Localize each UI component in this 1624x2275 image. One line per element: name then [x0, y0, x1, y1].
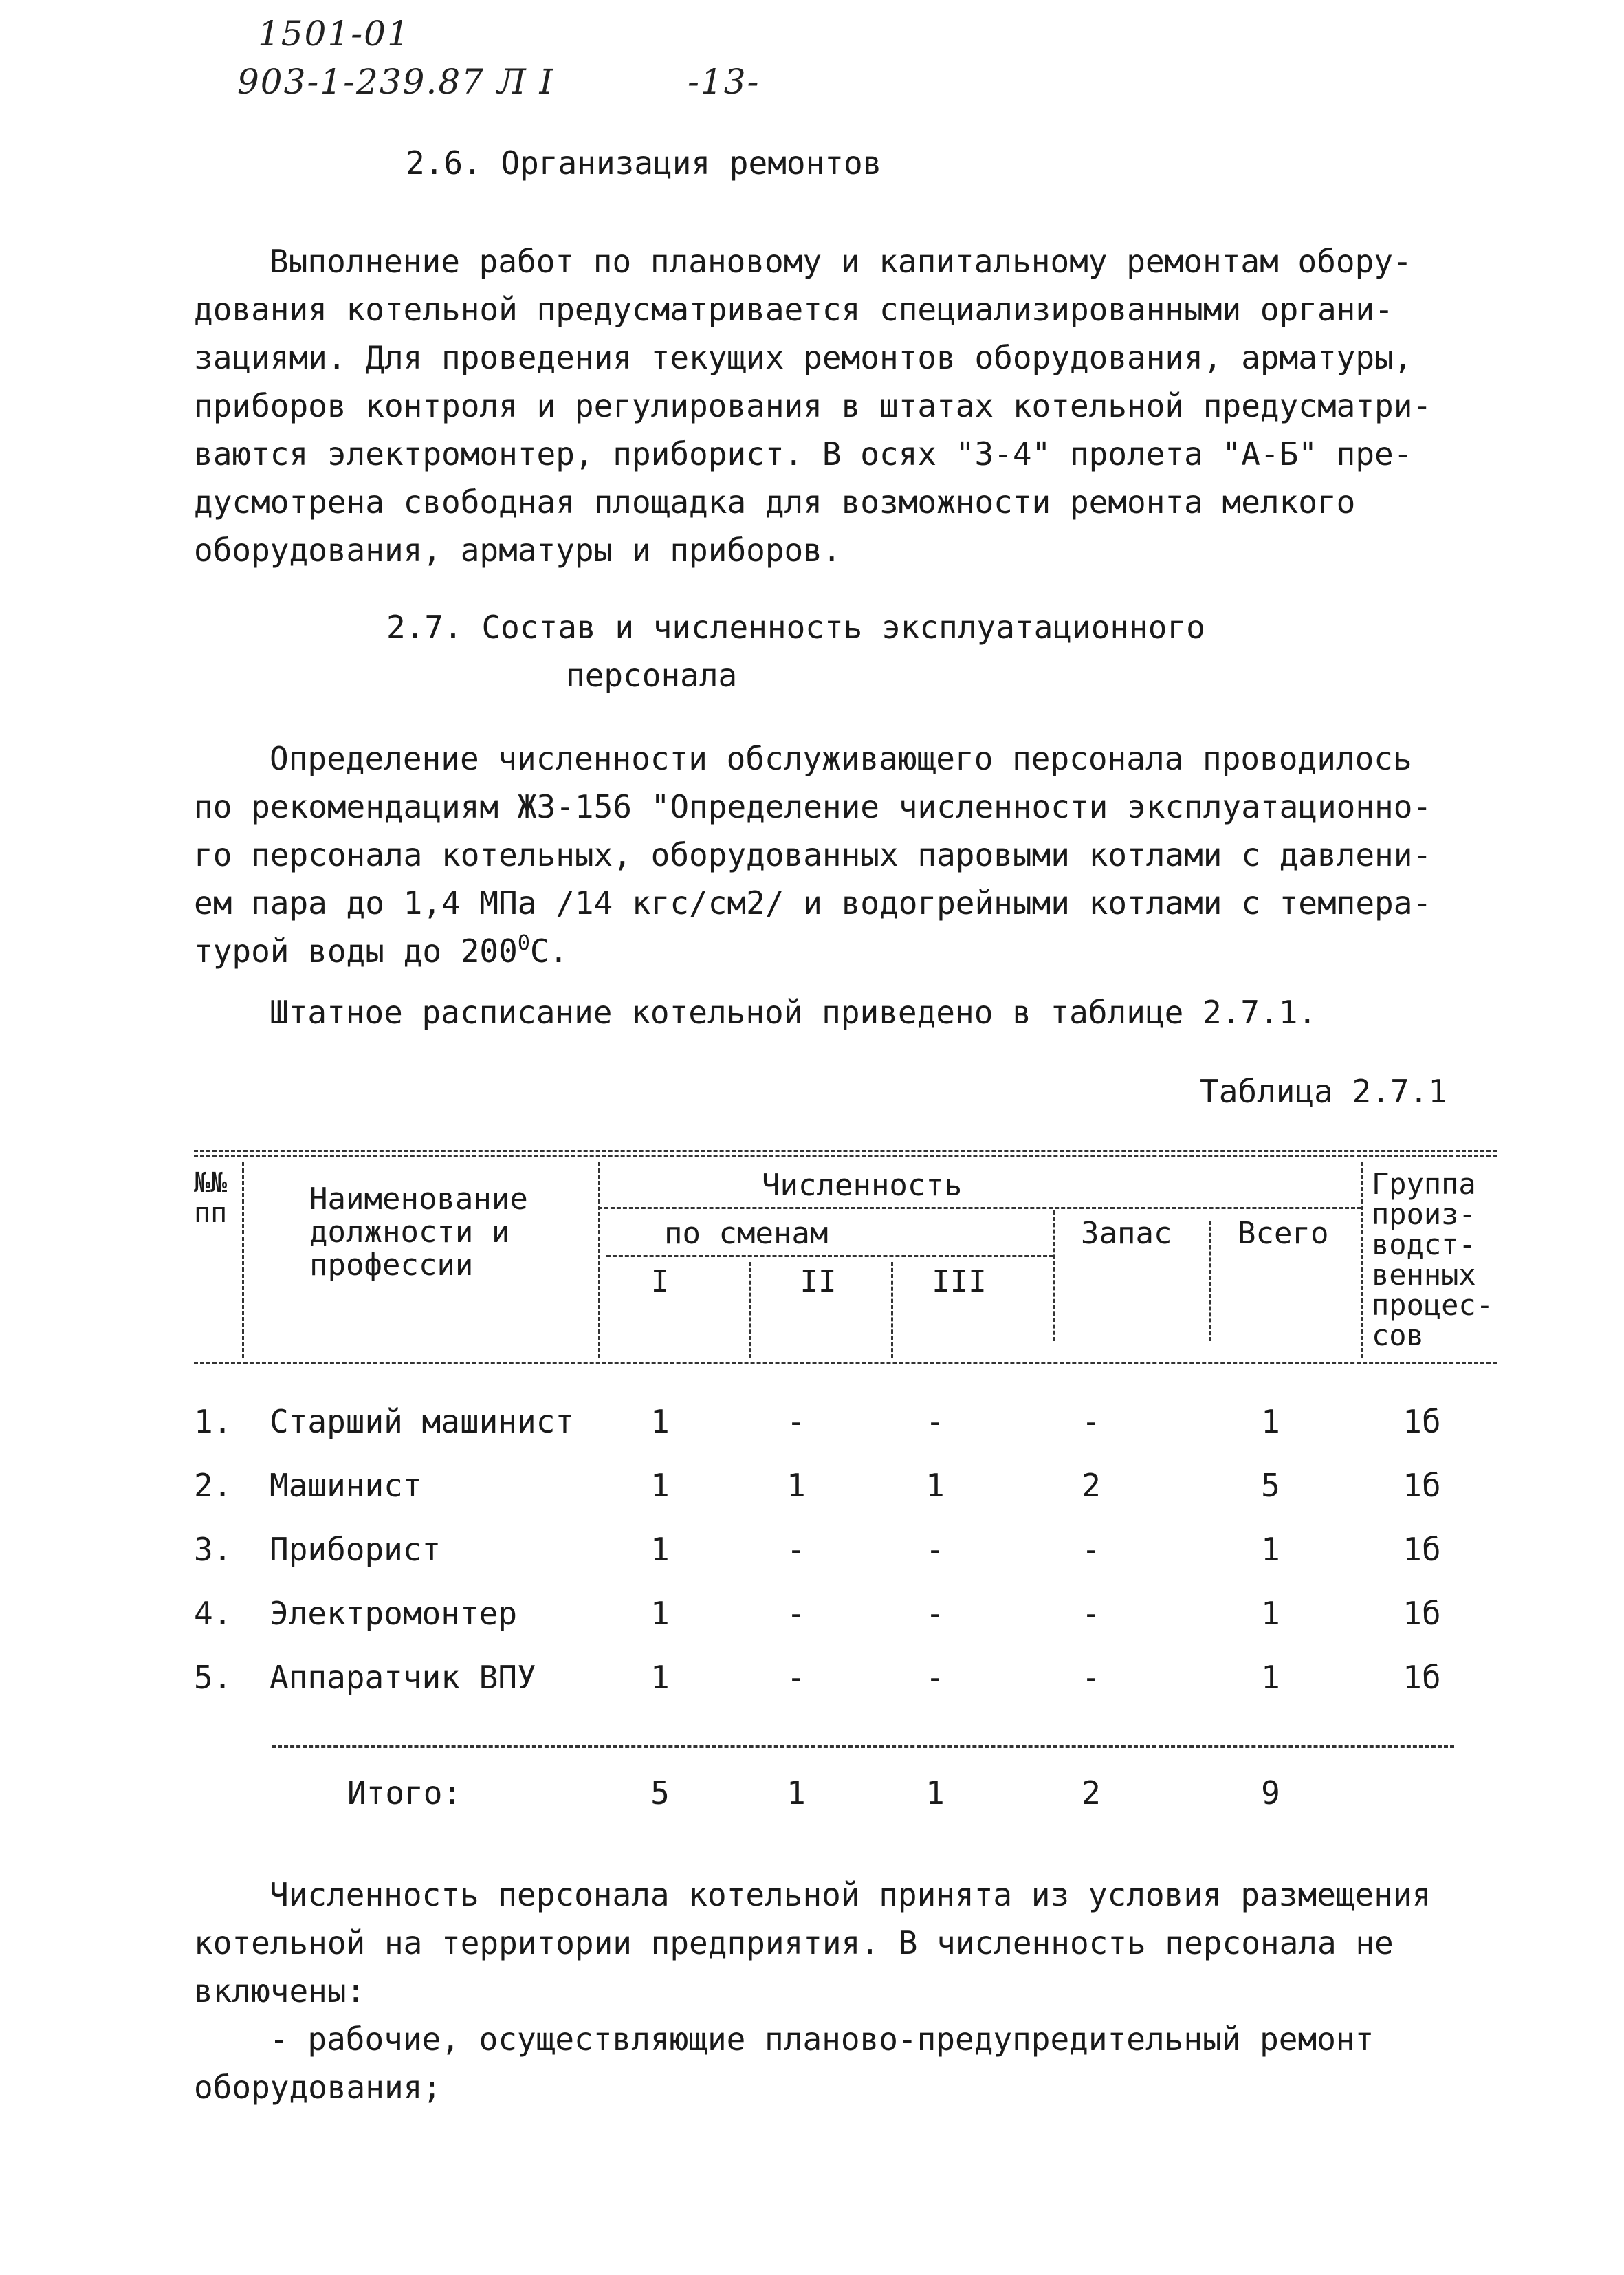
- table-header-bottom-rule: [194, 1362, 1497, 1364]
- text-line: включены:: [194, 1972, 366, 2010]
- col-divider: [1209, 1221, 1211, 1341]
- text-line: Определение численности обслуживающего персонала проводилось: [270, 740, 1412, 777]
- row-reserve: -: [1082, 1531, 1101, 1568]
- row-name: Приборист: [270, 1531, 441, 1568]
- header-group-line: венных: [1372, 1258, 1476, 1292]
- row-total: 1: [1261, 1403, 1280, 1440]
- header-by-shift: по сменам: [664, 1216, 829, 1251]
- header-shift-3: III: [932, 1264, 987, 1299]
- document-code-2: 903-1-239.87 Л I: [237, 62, 555, 102]
- col-divider: [749, 1262, 751, 1358]
- row-shift-3: -: [925, 1659, 945, 1696]
- row-shift-1: 1: [650, 1403, 670, 1440]
- row-shift-3: 1: [925, 1467, 945, 1504]
- header-group: [1372, 1169, 1493, 1351]
- col-divider: [242, 1162, 244, 1358]
- row-shift-1: 1: [650, 1595, 670, 1632]
- row-reserve: -: [1082, 1403, 1101, 1440]
- row-shift-1: 1: [650, 1659, 670, 1696]
- row-shift-2: 1: [787, 1467, 806, 1504]
- text-line: дования котельной предусматривается специализированными органи-: [194, 291, 1394, 328]
- header-name-1: Наименование: [309, 1182, 528, 1217]
- count-subheader-rule: [598, 1207, 1361, 1209]
- text-line: приборов контроля и регулирования в штатах котельной предусматри-: [194, 387, 1432, 424]
- row-group: 1б: [1403, 1531, 1441, 1568]
- row-shift-1: 1: [650, 1467, 670, 1504]
- row-shift-3: -: [925, 1531, 945, 1568]
- row-name: Электромонтер: [270, 1595, 518, 1632]
- totals-rule: [272, 1745, 1454, 1748]
- row-reserve: -: [1082, 1595, 1101, 1632]
- header-shift-2: II: [800, 1264, 837, 1299]
- text-line: оборудования, арматуры и приборов.: [194, 532, 842, 569]
- section-2-7-title-line2: персонала: [566, 657, 738, 694]
- row-total: 1: [1261, 1595, 1280, 1632]
- section-2-6-title: 2.6. Организация ремонтов: [406, 144, 882, 182]
- row-reserve: -: [1082, 1659, 1101, 1696]
- closing-paragraph: [194, 1871, 1431, 2111]
- text-line: зациями. Для проведения текущих ремонтов оборудования, арматуры,: [194, 339, 1413, 376]
- text-line: ваются электромонтер, приборист. В осях "3-4" пролета "А-Б" пре-: [194, 435, 1413, 472]
- row-name: Старший машинист: [270, 1403, 575, 1440]
- text-line: го персонала котельных, оборудованных паровыми котлами с давлени-: [194, 836, 1432, 873]
- section-2-7-title: 2.7. Состав и численность эксплуатационного: [386, 609, 1205, 646]
- row-shift-2: -: [787, 1659, 806, 1696]
- row-reserve: 2: [1082, 1467, 1101, 1504]
- row-total: 1: [1261, 1659, 1280, 1696]
- row-shift-1: 1: [650, 1531, 670, 1568]
- table-top-rule: [194, 1150, 1497, 1152]
- row-shift-3: -: [925, 1403, 945, 1440]
- row-shift-2: -: [787, 1403, 806, 1440]
- text-line: турой воды до $200^0С$.: [194, 931, 569, 970]
- text-line: Численность персонала котельной принята из условия размещения: [270, 1876, 1431, 1913]
- col-divider: [598, 1162, 600, 1358]
- totals-label: Итого:: [347, 1774, 462, 1811]
- row-num: 5.: [194, 1659, 232, 1696]
- totals-reserve: 2: [1082, 1774, 1101, 1811]
- header-group-line: процес-: [1372, 1288, 1494, 1322]
- header-group-line: произ-: [1372, 1197, 1476, 1231]
- table-caption: Таблица 2.7.1: [1200, 1073, 1448, 1110]
- col-divider: [891, 1262, 893, 1358]
- header-total: Всего: [1238, 1216, 1329, 1251]
- section-2-6-body: [194, 237, 1431, 574]
- header-count: Численность: [762, 1168, 963, 1203]
- row-total: 5: [1261, 1467, 1280, 1504]
- page-number: -13-: [688, 62, 760, 102]
- row-group: 1б: [1403, 1467, 1441, 1504]
- col-divider: [1053, 1210, 1055, 1341]
- section-2-7-body: [194, 734, 1431, 975]
- text-line: по рекомендациям ЖЗ-156 "Определение численности эксплуатационно-: [194, 788, 1432, 825]
- document-code-1: 1501-01: [258, 14, 410, 54]
- row-group: 1б: [1403, 1595, 1441, 1632]
- text-line: Выполнение работ по плановому и капитальному ремонтам обору-: [270, 243, 1412, 280]
- text-line: дусмотрена свободная площадка для возможности ремонта мелкого: [194, 483, 1356, 521]
- header-shift-1: I: [650, 1264, 670, 1299]
- row-total: 1: [1261, 1531, 1280, 1568]
- row-group: 1б: [1403, 1659, 1441, 1696]
- header-reserve: Запас: [1081, 1216, 1172, 1251]
- row-shift-3: -: [925, 1595, 945, 1632]
- row-shift-2: -: [787, 1531, 806, 1568]
- col-divider: [1361, 1162, 1363, 1358]
- table-top-rule-2: [194, 1155, 1497, 1157]
- totals-shift-3: 1: [925, 1774, 945, 1811]
- row-name: Машинист: [270, 1467, 422, 1504]
- text-line: котельной на территории предприятия. В численность персонала не: [194, 1924, 1394, 1961]
- header-name-3: профессии: [309, 1248, 474, 1283]
- totals-shift-1: 5: [650, 1774, 670, 1811]
- totals-total: 9: [1261, 1774, 1280, 1811]
- header-group-line: Группа: [1372, 1167, 1476, 1201]
- row-num: 1.: [194, 1403, 232, 1440]
- header-group-line: водст-: [1372, 1228, 1476, 1261]
- totals-shift-2: 1: [787, 1774, 806, 1811]
- row-name: Аппаратчик ВПУ: [270, 1659, 536, 1696]
- row-shift-2: -: [787, 1595, 806, 1632]
- text-line: ем пара до 1,4 МПа /14 кгс/см2/ и водогрейными котлами с темпера-: [194, 884, 1432, 922]
- row-group: 1б: [1403, 1403, 1441, 1440]
- header-name-2: должности и: [309, 1215, 510, 1250]
- row-num: 2.: [194, 1467, 232, 1504]
- header-group-line: сов: [1372, 1318, 1424, 1352]
- text-line: оборудования;: [194, 2069, 442, 2106]
- shift-subheader-rule: [606, 1255, 1053, 1257]
- text-line: - рабочие, осуществляющие планово-предупредительный ремонт: [270, 2021, 1374, 2058]
- row-num: 3.: [194, 1531, 232, 1568]
- header-num: №№ пп: [194, 1167, 228, 1229]
- staff-schedule-line: Штатное расписание котельной приведено в таблице 2.7.1.: [270, 994, 1317, 1031]
- row-num: 4.: [194, 1595, 232, 1632]
